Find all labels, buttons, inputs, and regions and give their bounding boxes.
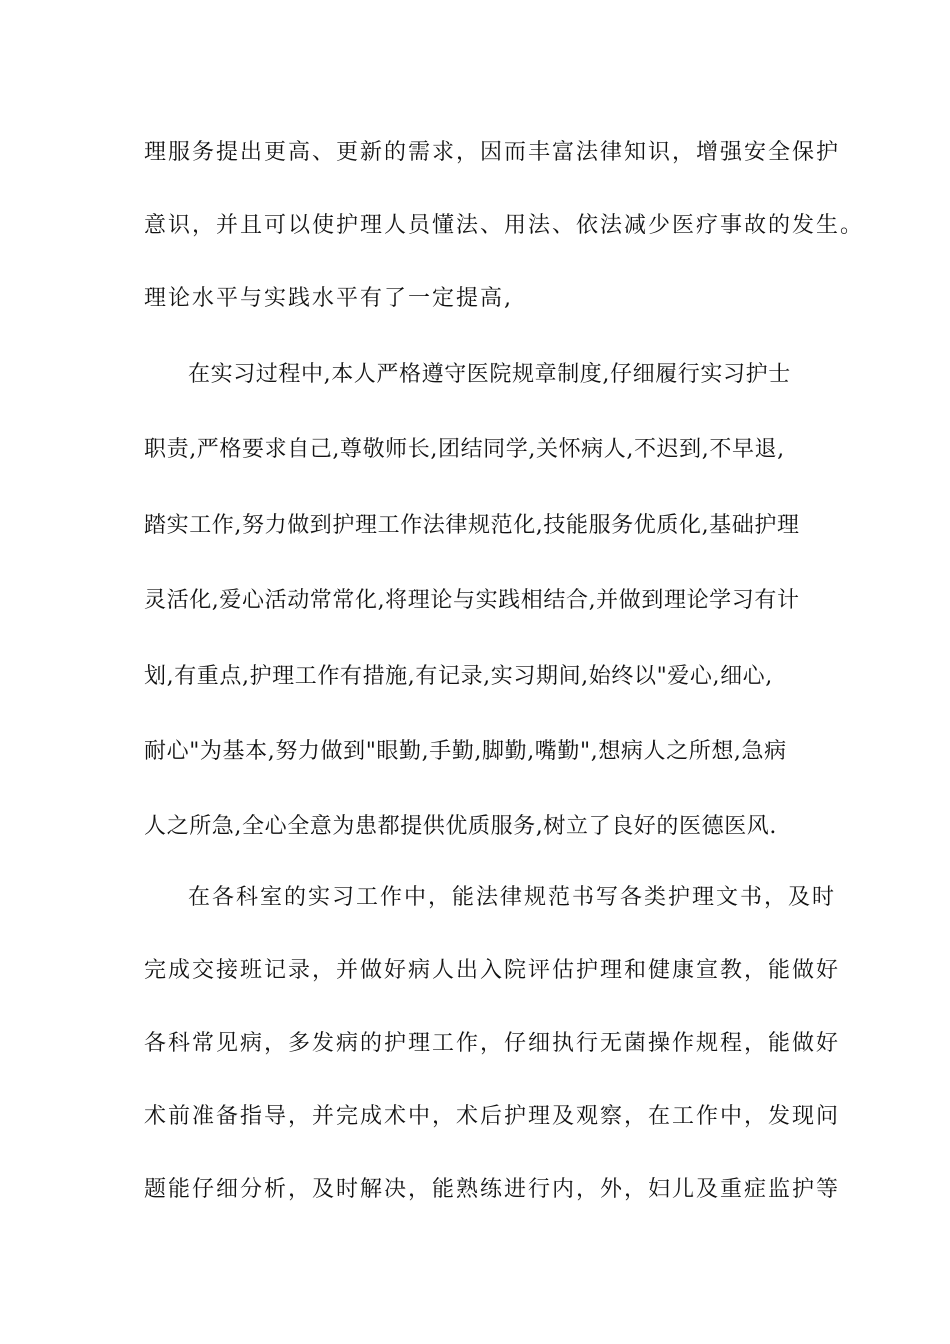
paragraph-line: 耐心"为基本,努力做到"眼勤,手勤,脚勤,嘴勤",想病人之所想,急病 [144,739,787,764]
paragraph-line: 意识，并且可以使护理人员懂法、用法、依法减少医疗事故的发生。 [144,213,865,238]
paragraph-line: 完成交接班记录，并做好病人出入院评估护理和健康宣教，能做好 [144,958,841,983]
paragraph-line: 理服务提出更高、更新的需求，因而丰富法律知识，增强安全保护 [144,140,841,165]
paragraph-line: 灵活化,爱心活动常常化,将理论与实践相结合,并做到理论学习有计 [144,588,800,613]
paragraph-first-line: 在实习过程中,本人严格遵守医院规章制度,仔细履行实习护士 [188,362,791,387]
paragraph-line: 术前准备指导，并完成术中，术后护理及观察，在工作中，发现问 [144,1104,841,1129]
paragraph-line: 各科常见病，多发病的护理工作，仔细执行无菌操作规程，能做好 [144,1031,841,1056]
paragraph-line: 题能仔细分析，及时解决，能熟练进行内，外，妇儿及重症监护等 [144,1177,841,1202]
paragraph-first-line: 在各科室的实习工作中，能法律规范书写各类护理文书，及时 [188,885,837,910]
paragraph-line: 职责,严格要求自己,尊敬师长,团结同学,关怀病人,不迟到,不早退, [144,437,785,462]
paragraph-line: 划,有重点,护理工作有措施,有记录,实习期间,始终以"爱心,细心, [144,664,773,689]
paragraph-line: 踏实工作,努力做到护理工作法律规范化,技能服务优质化,基础护理 [144,513,800,538]
paragraph-line: 理论水平与实践水平有了一定提高, [144,286,513,311]
paragraph-line: 人之所急,全心全意为患都提供优质服务,树立了良好的医德医风. [144,814,777,839]
